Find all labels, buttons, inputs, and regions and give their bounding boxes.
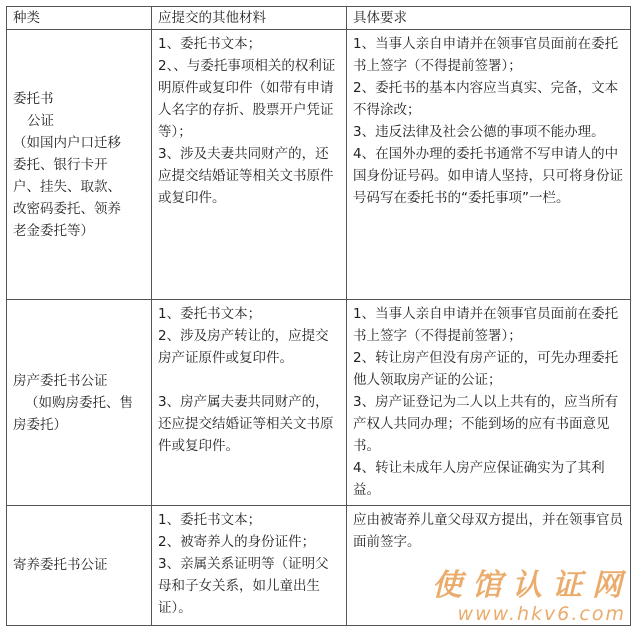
requirement-item: 2、委托书的基本内容应当真实、完备，文本不得涂改； <box>353 80 619 118</box>
type-line: 房委托） <box>13 416 67 433</box>
type-cell <box>7 300 152 505</box>
material-item: 2、、与委托事项相关的权利证明原件或复印件（如带有申请人名字的存折、股票开户凭证等）； <box>158 58 336 140</box>
watermark-title: 使馆认证网 <box>432 568 632 603</box>
table-row <box>7 30 631 300</box>
material-item: 2、被寄养人的身份证件； <box>158 533 316 550</box>
requirement-item: 4、转让未成年人房产应保证确实为了其利益。 <box>353 460 605 499</box>
header-materials: 应提交的其他材料 <box>152 7 347 30</box>
type-line: （如购房委托、售 <box>25 394 133 411</box>
material-item: 2、涉及房产转让的，应提交房产证原件或复印件。 <box>158 328 329 367</box>
type-line: 公证 <box>27 112 54 129</box>
type-cell <box>7 505 152 625</box>
material-item: 3、亲属关系证明等（证明父母和子女关系，如儿童出生证）。 <box>158 555 329 616</box>
material-item: 1、委托书文本； <box>158 511 262 528</box>
type-line: 老金委托等） <box>13 222 94 239</box>
type-line: （如国内户口迁移 <box>13 134 121 151</box>
type-line: 改密码委托、领养 <box>13 200 121 217</box>
requirement-item: 3、违反法律及社会公德的事项不能办理。 <box>353 124 605 140</box>
requirement-item: 3、房产证登记为二人以上共有的，应当所有产权人共同办理；不能到场的应有书面意见书。 <box>353 394 619 455</box>
type-name: 房产委托书公证 <box>13 372 108 389</box>
type-cell <box>7 30 152 300</box>
materials-cell <box>152 505 347 625</box>
type-line: 户、挂失、取款、 <box>13 178 121 195</box>
materials-cell <box>152 30 347 300</box>
type-name: 寄养委托书公证 <box>13 557 108 574</box>
requirements-cell <box>347 30 631 300</box>
material-item: 3、房产属夫妻共同财产的，还应提交结婚证等相关文书原件或复印件。 <box>158 394 334 455</box>
table-row <box>7 300 631 505</box>
type-line: 委托、银行卡开 <box>13 156 108 173</box>
material-spacer <box>158 369 340 391</box>
requirement-item: 1、当事人亲自申请并在领事官员面前在委托书上签字（不得提前签署）； <box>353 36 619 74</box>
material-item: 1、委托书文本； <box>158 306 262 323</box>
requirement-item: 应由被寄养儿童父母双方提出，并在领事官员面前签字。 <box>353 511 623 550</box>
watermark-url: www.hkv6.com <box>457 603 626 625</box>
materials-cell <box>152 300 347 505</box>
requirement-item: 1、当事人亲自申请并在领事官员面前在委托书上签字（不得提前签署）； <box>353 306 619 345</box>
header-row <box>7 7 631 30</box>
header-requirements: 具体要求 <box>347 7 631 30</box>
watermark <box>432 569 632 625</box>
material-item: 1、委托书文本； <box>158 36 262 52</box>
type-name: 委托书 <box>13 90 54 107</box>
requirements-cell <box>347 300 631 505</box>
requirement-item: 4、在国外办理的委托书通常不写申请人的中国身份证号码。如申请人坚持，只可将身份证号码写在委托书的“委托事项”一栏。 <box>353 146 623 206</box>
header-type: 种类 <box>7 7 152 30</box>
requirement-item: 2、转让房产但没有房产证的，可先办理委托他人领取房产证的公证； <box>353 350 619 389</box>
requirements-table <box>6 6 631 626</box>
material-item: 3、涉及夫妻共同财产的，还应提交结婚证等相关文书原件或复印件。 <box>158 146 334 206</box>
